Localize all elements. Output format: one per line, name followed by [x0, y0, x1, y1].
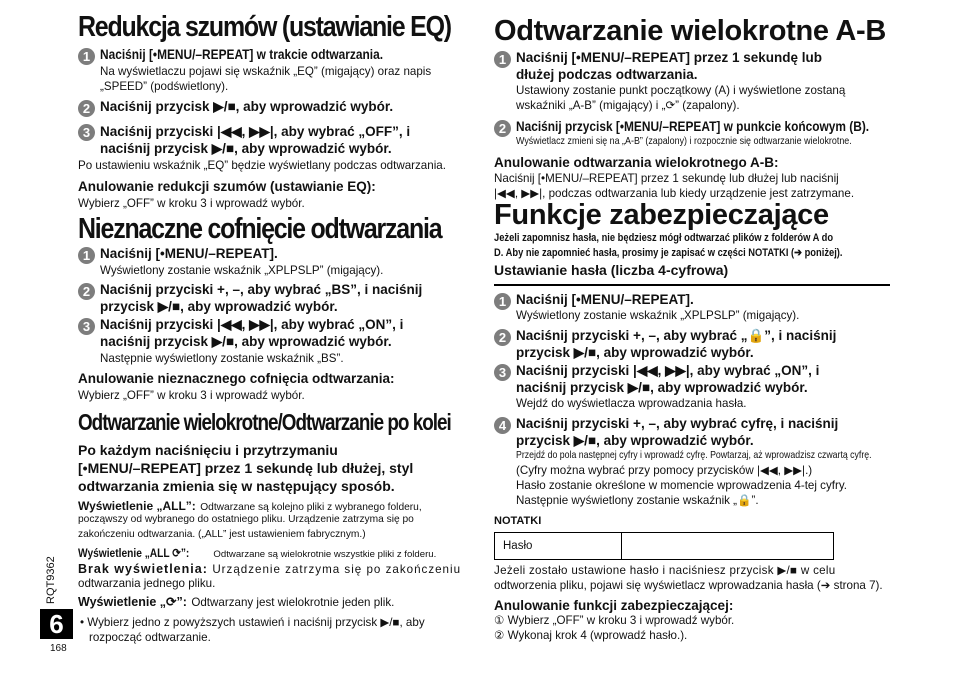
notes-value: [622, 533, 834, 560]
pw-step4-desc4: Następnie wyświetlony zostanie wskaźnik „🔒”.: [516, 494, 759, 507]
allrep-label: Wyświetlenie „ALL ⟳”:: [78, 546, 190, 560]
skip-step1: Naciśnij [•MENU/–REPEAT].: [100, 246, 278, 261]
pw-step4-line2: przycisk ▶/■, aby wprowadzić wybór.: [516, 433, 754, 448]
step-number: 4: [494, 417, 511, 434]
all-label: Wyświetlenie „ALL”:: [78, 499, 196, 513]
ab-step1-line2: dłużej podczas odtwarzania.: [516, 67, 698, 82]
step-number: 1: [78, 48, 95, 65]
pw-step3-line1: Naciśnij przyciski |◀◀, ▶▶|, aby wybrać „ON”, i: [516, 363, 820, 378]
none-text1: Urządzenie zatrzyma się po zakończeniu: [212, 563, 462, 576]
step-number: 2: [494, 120, 511, 137]
security-cancel-heading: Anulowanie funkcji zabezpieczającej:: [494, 598, 734, 613]
notes-heading: NOTATKI: [494, 515, 542, 527]
step-number: 2: [78, 283, 95, 300]
eq-step3-line1: Naciśnij przyciski |◀◀, ▶▶|, aby wybrać „OFF”, i: [100, 124, 411, 139]
step-number: 3: [78, 124, 95, 141]
one-text: Odtwarzany jest wielokrotnie jeden plik.: [191, 596, 395, 609]
ab-cancel-heading: Anulowanie odtwarzania wielokrotnego A-B:: [494, 155, 779, 170]
pw-step4-desc1: Przejdź do pola następnej cyfry i wprowadź cyfrę. Powtarzaj, aż wprowadzisz czwartą cyfrę.: [516, 450, 872, 461]
eq-after: Po ustawieniu wskaźnik „EQ” będzie wyświetlany podczas odtwarzania.: [78, 159, 446, 172]
pw-step2-line1: Naciśnij przyciski +, –, aby wybrać „🔒”, i naciśnij: [516, 328, 837, 343]
pw-step4-desc2: (Cyfry można wybrać przy pomocy przycisków |◀◀, ▶▶|.): [516, 464, 813, 477]
skip-cancel-text: Wybierz „OFF” w kroku 3 i wprowadź wybór.: [78, 389, 305, 402]
skip-step3-desc: Następnie wyświetlony zostanie wskaźnik „BS”.: [100, 352, 344, 365]
eq-step1-desc2: „SPEED” (podświetlony).: [100, 80, 229, 93]
one-row: [78, 593, 394, 611]
none-text2: odtwarzania jednego pliku.: [78, 577, 216, 590]
skip-step2-line1: Naciśnij przyciski +, –, aby wybrać „BS”, i naciśnij: [100, 282, 423, 297]
eq-cancel-heading: Anulowanie redukcji szumów (ustawianie EQ):: [78, 179, 376, 194]
all-text3: zakończeniu odtwarzania. („ALL” jest ustawieniem fabrycznym.): [78, 529, 366, 540]
repeat-intro2: [•MENU/–REPEAT] przez 1 sekundę lub dłużej, styl: [78, 460, 414, 476]
page-small-number: 168: [50, 643, 67, 654]
one-label: Wyświetlenie „⟳”:: [78, 595, 187, 609]
after-text2: odtworzenia pliku, pojawi się wyświetlacz wprowadzania hasła (➔ strona 7).: [494, 579, 883, 592]
pw-step4-desc3: Hasło zostanie określone w momencie wprowadzenia 4-tej cyfry.: [516, 479, 847, 492]
after-text1: Jeżeli zostało ustawione hasło i naciśniesz przycisk ▶/■ w celu: [494, 564, 836, 577]
bullet-line2: rozpocząć odtwarzanie.: [89, 631, 211, 644]
skip-step3-line1: Naciśnij przyciski |◀◀, ▶▶|, aby wybrać „ON”, i: [100, 317, 404, 332]
heading-skip: Nieznaczne cofnięcie odtwarzania: [78, 213, 442, 245]
allrep-text: Odtwarzane są wielokrotnie wszystkie pliki z folderu.: [213, 549, 437, 560]
heading-repeat: Odtwarzanie wielokrotne/Odtwarzanie po kolei: [78, 409, 451, 435]
step-number: 3: [78, 318, 95, 335]
page-number: 6: [40, 609, 73, 639]
step-number: 2: [494, 329, 511, 346]
repeat-intro1: Po każdym naciśnięciu i przytrzymaniu: [78, 442, 338, 458]
pw-step3-line2: naciśnij przycisk ▶/■, aby wprowadzić wybór.: [516, 380, 808, 395]
step-number: 1: [494, 51, 511, 68]
ab-step1-desc2: wskaźniki „A-B” (migający) i „⟳” (zapalony).: [516, 99, 740, 112]
pw-step3-desc: Wejdź do wyświetlacza wprowadzania hasła.: [516, 397, 747, 410]
notes-table: [494, 532, 834, 560]
heading-ab: Odtwarzanie wielokrotne A-B: [494, 15, 887, 47]
eq-cancel-text: Wybierz „OFF” w kroku 3 i wprowadź wybór.: [78, 197, 305, 210]
password-heading: Ustawianie hasła (liczba 4-cyfrowa): [494, 262, 729, 278]
ab-cancel-text1: Naciśnij [•MENU/–REPEAT] przez 1 sekundę lub dłużej lub naciśnij: [494, 172, 839, 185]
skip-step3-line2: naciśnij przycisk ▶/■, aby wprowadzić wybór.: [100, 334, 392, 349]
step-number: 2: [78, 100, 95, 117]
skip-step2-line2: przycisk ▶/■, aby wprowadzić wybór.: [100, 299, 338, 314]
eq-step2: Naciśnij przycisk ▶/■, aby wprowadzić wybór.: [100, 99, 394, 114]
eq-step1: Naciśnij [•MENU/–REPEAT] w trakcie odtwarzania.: [100, 46, 384, 62]
bullet-line1: • Wybierz jedno z powyższych ustawień i naciśnij przycisk ▶/■, aby: [80, 616, 425, 629]
security-warning2: D. Aby nie zapomnieć hasła, prosimy je zapisać w części NOTATKI (➔ poniżej).: [494, 247, 843, 259]
divider: [494, 284, 890, 286]
step-number: 1: [78, 247, 95, 264]
pw-step4-line1: Naciśnij przyciski +, –, aby wybrać cyfrę, i naciśnij: [516, 416, 839, 431]
security-cancel-1: ① Wybierz „OFF” w kroku 3 i wprowadź wybór.: [494, 614, 735, 627]
all-text2: począwszy od wybranego do ostatniego pliku. Urządzenie zatrzyma się po: [78, 514, 414, 525]
heading-eq: Redukcja szumów (ustawianie EQ): [78, 11, 451, 43]
skip-step1-desc: Wyświetlony zostanie wskaźnik „XPLPSLP” (migający).: [100, 264, 384, 277]
eq-step3-line2: naciśnij przycisk ▶/■, aby wprowadzić wybór.: [100, 141, 392, 156]
security-warning1: Jeżeli zapomnisz hasła, nie będziesz mógł odtwarzać plików z folderów A do: [494, 232, 834, 244]
step-number: 1: [494, 293, 511, 310]
pw-step1-desc: Wyświetlony zostanie wskaźnik „XPLPSLP” (migający).: [516, 309, 800, 322]
notes-label: Hasło: [495, 533, 622, 560]
ab-step2-desc: Wyświetlacz zmieni się na „A-B” (zapalony) i rozpocznie się odtwarzanie wielokrotne.: [516, 135, 852, 147]
pw-step2-line2: przycisk ▶/■, aby wprowadzić wybór.: [516, 345, 754, 360]
ab-step1-line1: Naciśnij [•MENU/–REPEAT] przez 1 sekundę lub: [516, 50, 823, 65]
all-text1: Odtwarzane są kolejno pliki z wybranego folderu,: [200, 502, 422, 513]
skip-cancel-heading: Anulowanie nieznacznego cofnięcia odtwarzania:: [78, 371, 395, 386]
security-cancel-2: ② Wykonaj krok 4 (wprowadź hasło.).: [494, 629, 688, 642]
none-label: Brak wyświetlenia:: [78, 562, 208, 576]
doc-code: RQT9362: [45, 556, 57, 604]
heading-security: Funkcje zabezpieczające: [494, 199, 829, 231]
ab-step1-desc1: Ustawiony zostanie punkt początkowy (A) i wyświetlone zostaną: [516, 84, 846, 97]
pw-step1: Naciśnij [•MENU/–REPEAT].: [516, 292, 694, 307]
step-number: 3: [494, 364, 511, 381]
ab-cancel-text2: |◀◀, ▶▶|, podczas odtwarzania lub kiedy urządzenie jest zatrzymane.: [494, 187, 855, 200]
ab-step2: Naciśnij przycisk [•MENU/–REPEAT] w punkcie końcowym (B).: [516, 118, 870, 134]
repeat-intro3: odtwarzania zmienia się w następujący sposób.: [78, 478, 395, 494]
eq-step1-desc1: Na wyświetlaczu pojawi się wskaźnik „EQ” (migający) oraz napis: [100, 65, 432, 78]
